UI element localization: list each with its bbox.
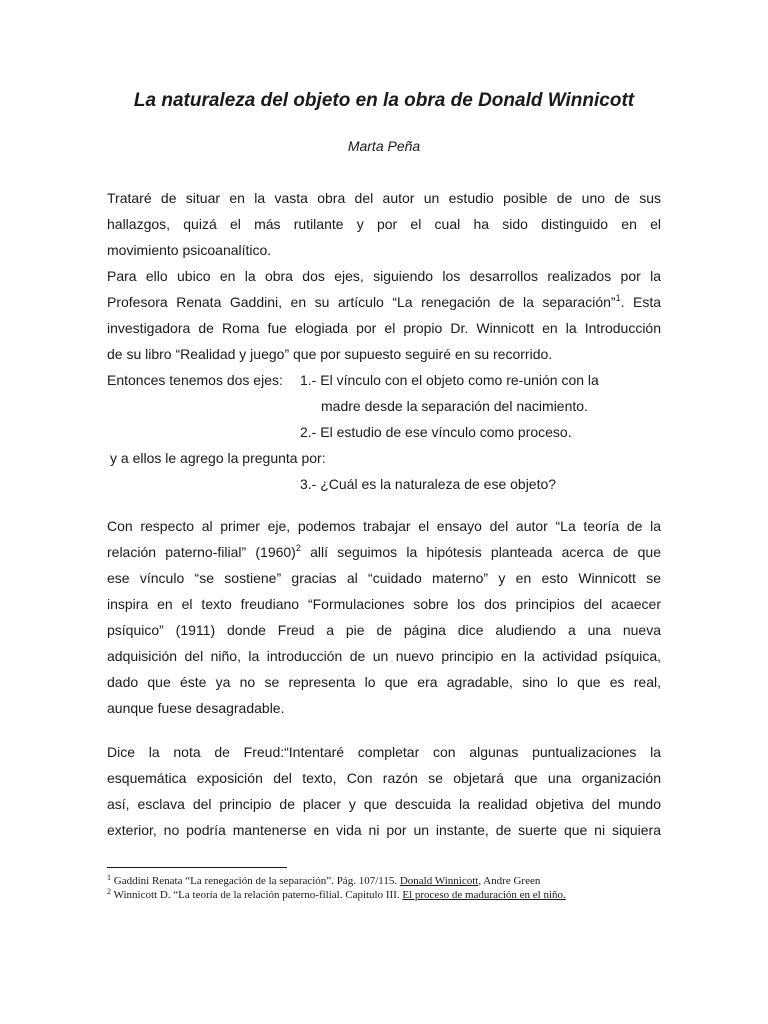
paragraph-intro	[107, 185, 661, 263]
paragraph-line: inspira en el texto freudiano “Formulaciones sobre los dos principios del acaecer	[107, 596, 661, 612]
footnote-ref-1: 1	[615, 293, 621, 303]
paragraph-line-with-footnote	[107, 539, 661, 565]
list-item-1-continuation: madre desde la separación del nacimiento.	[321, 398, 588, 414]
paragraph-line: Trataré de situar en la vasta obra del autor un estudio posible de uno de sus	[107, 190, 661, 206]
list-row	[107, 367, 667, 393]
text-segment: allí seguimos la hipótesis planteada acerca de que	[300, 544, 661, 560]
list-row	[107, 445, 667, 471]
paragraph-line: investigadora de Roma fue elogiada por el propio Dr. Winnicott en la Introducción	[107, 320, 661, 336]
paragraph-line: movimiento psicoanalítico.	[107, 242, 272, 258]
list-lead: Entonces tenemos dos ejes:	[107, 372, 283, 388]
paragraph-line: dado que éste ya no se representa lo que era agradable, sino lo que es real,	[107, 674, 661, 690]
paragraph-line: Dice la nota de Freud:“Intentaré completar con algunas puntualizaciones la	[107, 744, 661, 760]
paragraph-line: ese vínculo “se sostiene” gracias al “cuidado materno” y en esto Winnicott se	[107, 570, 661, 586]
list-row	[107, 419, 667, 445]
document-title: La naturaleza del objeto en la obra de Donald Winnicott	[133, 90, 635, 111]
paragraph-line: exterior, no podría mantenerse en vida ni por un instante, de suerte que ni siquiera	[107, 822, 661, 838]
text-segment: . Esta	[620, 294, 661, 310]
paragraph-line: de su libro “Realidad y juego” que por supuesto seguiré en su recorrido.	[107, 346, 553, 362]
footnote-text: Winnicott D. “La teoría de la relación paterno-filial. Capitulo III.	[111, 889, 403, 901]
list-item-3: 3.- ¿Cuál es la naturaleza de ese objeto?	[300, 476, 557, 492]
footnote-separator	[107, 867, 287, 868]
paragraph-line: esquemática exposición del texto, Con razón se objetará que una organización	[107, 770, 661, 786]
footnote-book-title: El proceso de maduración en el niño.	[402, 889, 566, 901]
paragraph-line: psíquico” (1911) donde Freud a pie de página dice aludiendo a una nueva	[107, 622, 661, 638]
footnote-1	[107, 874, 667, 888]
document-author: Marta Peña	[347, 138, 421, 154]
footnote-book-title: Donald Winnicott	[399, 875, 479, 887]
footnote-marker: 2	[107, 887, 111, 896]
axes-list	[107, 367, 667, 497]
paragraph-line: adquisición del niño, la introducción de un nuevo principio en la actividad psíquica,	[107, 648, 661, 664]
text-segment: relación paterno-filial” (1960)	[107, 544, 296, 560]
paragraph-line: hallazgos, quizá el más rutilante y por el cual ha sido distinguido en el	[107, 216, 661, 232]
paragraph-axes-intro	[107, 263, 661, 367]
paragraph-first-axis	[107, 513, 661, 721]
list-row	[107, 471, 667, 497]
footnotes	[107, 874, 667, 902]
list-item-2: 2.- El estudio de ese vínculo como proceso.	[300, 424, 572, 440]
text-segment: Profesora Renata Gaddini, en su artículo “La renegación de la separación”	[107, 294, 616, 310]
paragraph-line: Con respecto al primer eje, podemos trabajar el ensayo del autor “La teoría de la	[107, 518, 661, 534]
paragraph-line: aunque fuese desagradable.	[107, 700, 285, 716]
list-item-1: 1.- El vínculo con el objeto como re-unión con la	[300, 372, 599, 388]
footnote-ref-2: 2	[295, 543, 301, 553]
paragraph-line: así, esclava del principio de placer y que descuida la realidad objetiva del mundo	[107, 796, 661, 812]
paragraph-line: Para ello ubico en la obra dos ejes, siguiendo los desarrollos realizados por la	[107, 268, 661, 284]
footnote-text: Gaddini Renata “La renegación de la separación”. Pág. 107/115.	[111, 875, 400, 887]
footnote-2	[107, 888, 667, 902]
paragraph-line-with-footnote	[107, 289, 661, 315]
footnote-marker: 1	[107, 873, 111, 882]
paragraph-freud-note	[107, 739, 661, 843]
list-row	[107, 393, 667, 419]
footnote-text-tail: , Andre Green	[478, 875, 541, 887]
question-intro: y a ellos le agrego la pregunta por:	[110, 450, 326, 466]
